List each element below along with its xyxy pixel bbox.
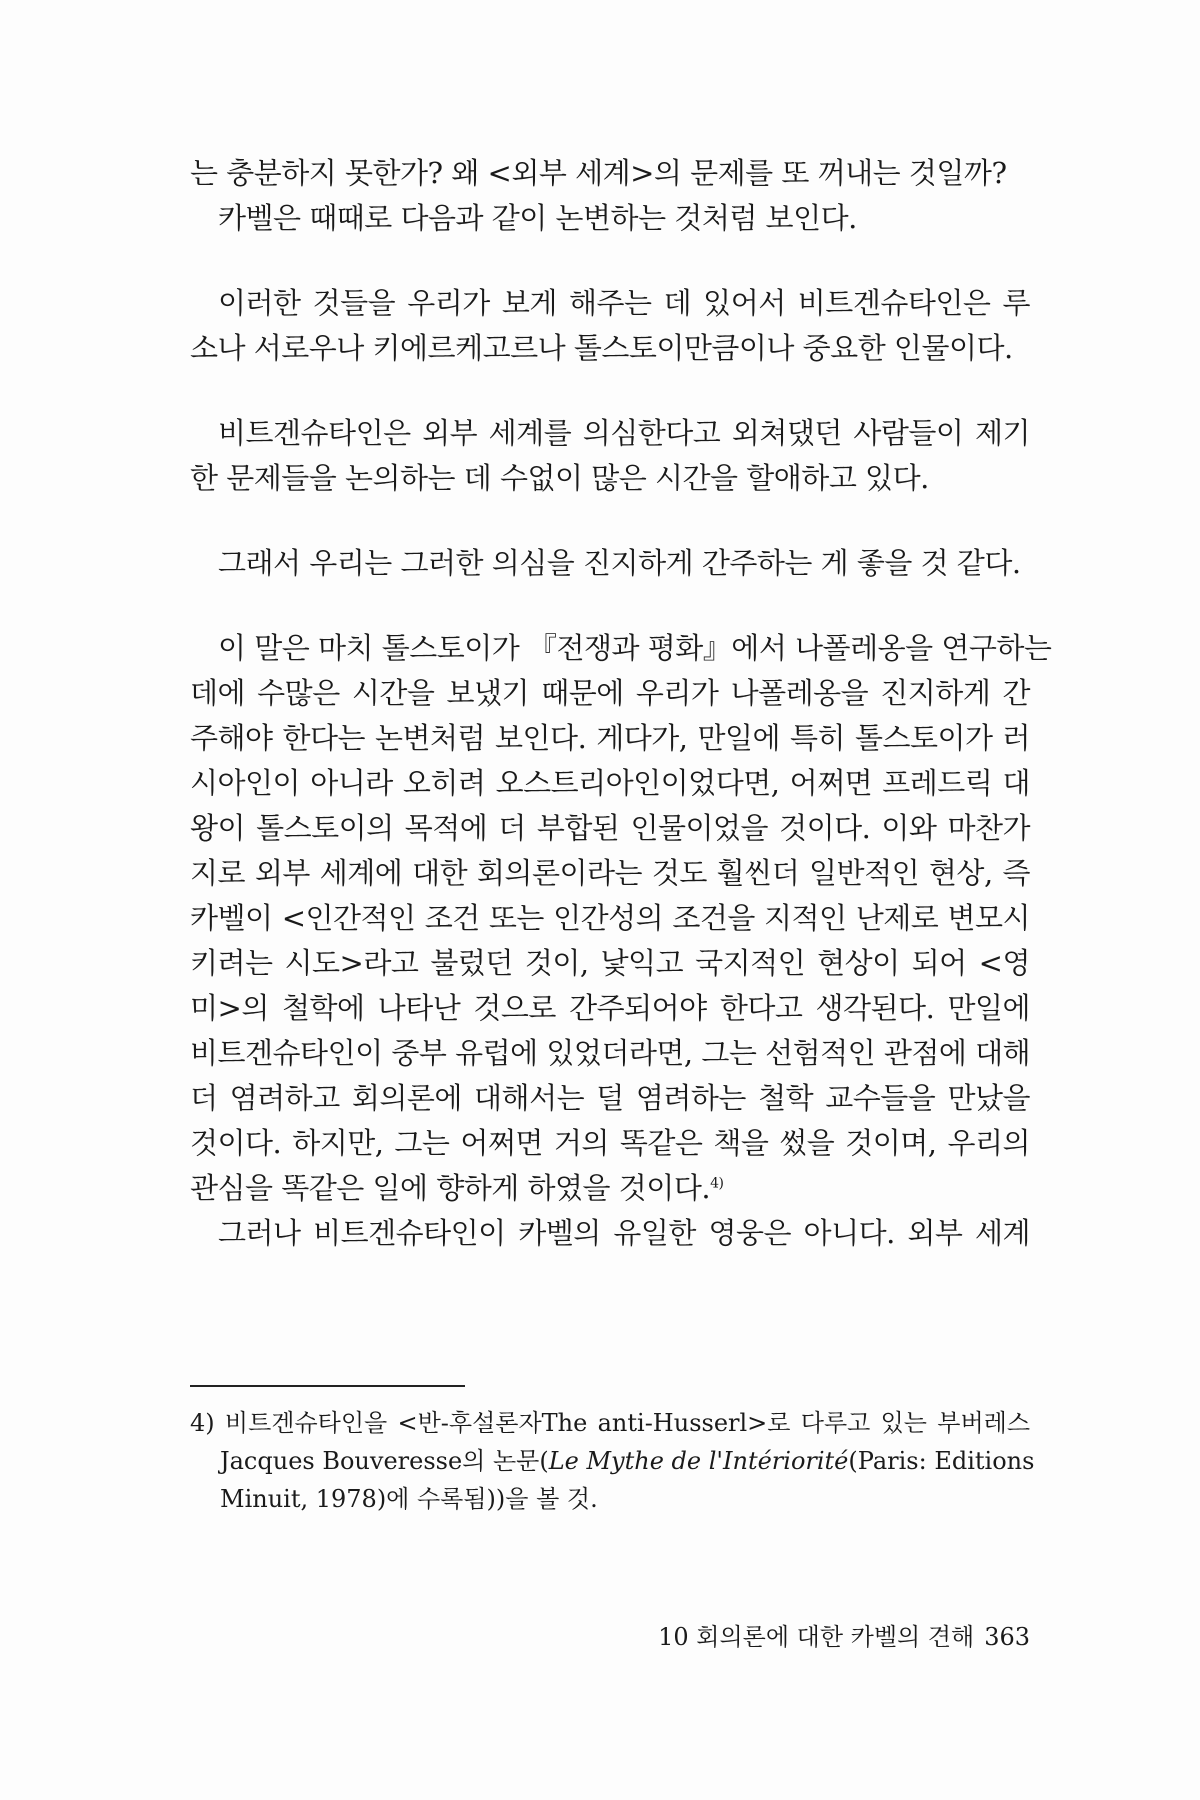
footnote-text: (Paris: Editions xyxy=(848,1447,1035,1475)
body-line: 카벨은 때때로 다음과 같이 논변하는 것처럼 보인다. xyxy=(218,201,857,235)
body-line: 키려는 시도>라고 불렀던 것이, 낯익고 국지적인 현상이 되어 <영 xyxy=(190,946,1030,980)
quote-line: 그래서 우리는 그러한 의심을 진지하게 간주하는 게 좋을 것 같다. xyxy=(218,546,1021,580)
body-line: 그러나 비트겐슈타인이 카벨의 유일한 영웅은 아니다. 외부 세계 xyxy=(218,1216,1030,1250)
body-line: 데에 수많은 시간을 보냈기 때문에 우리가 나폴레옹을 진지하게 간 xyxy=(190,676,1030,710)
quote-line: 이러한 것들을 우리가 보게 해주는 데 있어서 비트겐슈타인은 루 xyxy=(218,286,1030,320)
body-line: 지로 외부 세계에 대한 회의론이라는 것도 훨씬더 일반적인 현상, 즉 xyxy=(190,856,1030,890)
body-line: 카벨이 <인간적인 조건 또는 인간성의 조건을 지적인 난제로 변모시 xyxy=(190,901,1030,935)
body-line-text: 관심을 똑같은 일에 향하게 하였을 것이다. xyxy=(190,1171,711,1205)
body-line: 이 말은 마치 톨스토이가 『전쟁과 평화』에서 나폴레옹을 연구하는 xyxy=(218,631,1052,665)
chapter-title: 10 회의론에 대한 카벨의 견해 xyxy=(658,1623,975,1651)
body-line-with-footnote xyxy=(190,1168,1030,1208)
body-line: 비트겐슈타인이 중부 유럽에 있었더라면, 그는 선험적인 관점에 대해 xyxy=(190,1036,1031,1070)
body-line: 주해야 한다는 논변처럼 보인다. 게다가, 만일에 특히 톨스토이가 러 xyxy=(190,721,1030,755)
body-line: 는 충분하지 못한가? 왜 <외부 세계>의 문제를 또 꺼내는 것일까? xyxy=(190,156,1007,190)
body-line: 시아인이 아니라 오히려 오스트리아인이었다면, 어쩌면 프레드릭 대 xyxy=(190,766,1030,800)
footnote-book-title: Le Mythe de l'Intériorité xyxy=(548,1447,849,1475)
quote-line: 비트겐슈타인은 외부 세계를 의심한다고 외쳐댔던 사람들이 제기 xyxy=(218,416,1030,450)
footnote-line xyxy=(220,1443,1035,1479)
body-line: 미>의 철학에 나타난 것으로 간주되어야 한다고 생각된다. 만일에 xyxy=(190,991,1030,1025)
footnote-divider xyxy=(190,1385,465,1387)
quote-line: 소나 서로우나 키에르케고르나 톨스토이만큼이나 중요한 인물이다. xyxy=(190,331,1013,365)
running-footer xyxy=(640,1620,1030,1654)
footnote-line: Minuit, 1978)에 수록됨))을 볼 것. xyxy=(220,1485,598,1513)
page-number: 363 xyxy=(984,1623,1030,1651)
body-line: 것이다. 하지만, 그는 어쩌면 거의 똑같은 책을 썼을 것이며, 우리의 xyxy=(190,1126,1030,1160)
body-line: 왕이 톨스토이의 목적에 더 부합된 인물이었을 것이다. 이와 마찬가 xyxy=(190,811,1030,845)
footnote-reference: 4) xyxy=(710,1175,724,1192)
quote-line: 한 문제들을 논의하는 데 수없이 많은 시간을 할애하고 있다. xyxy=(190,461,929,495)
footnote-text: Jacques Bouveresse의 논문( xyxy=(220,1447,549,1475)
body-line: 더 염려하고 회의론에 대해서는 덜 염려하는 철학 교수들을 만났을 xyxy=(190,1081,1030,1115)
footnote-line: 4) 비트겐슈타인을 <반-후설론자The anti-Husserl>로 다루고 있는 부버레스 xyxy=(190,1409,1030,1437)
